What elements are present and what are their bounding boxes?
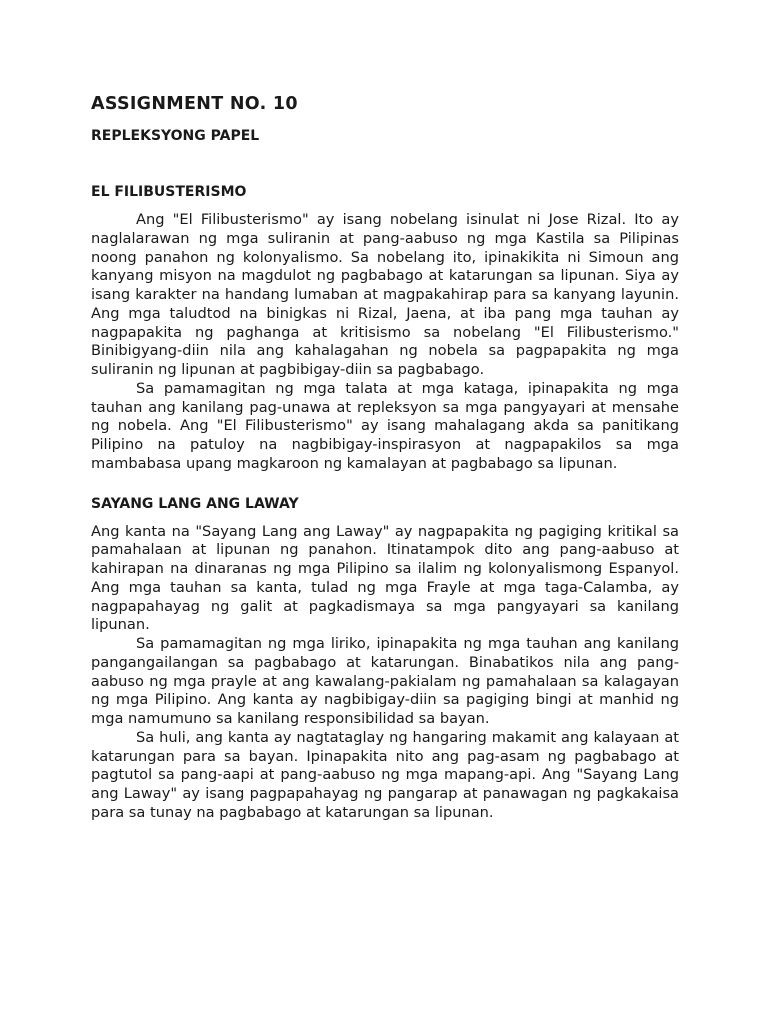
section-el-filibusterismo — [91, 182, 679, 474]
document-title: ASSIGNMENT NO. 10 — [91, 94, 298, 114]
document-page — [91, 92, 679, 823]
section-heading: EL FILIBUSTERISMO — [91, 184, 247, 200]
section-heading: SAYANG LANG ANG LAWAY — [91, 495, 299, 512]
section-paragraph: Sa pamamagitan ng mga liriko, ipinapakita ng mga tauhan ang kanilang pangangailangan sa pagbabago at katarungan. Binabatikos nila ang pang-aabuso ng mga prayle at ang kawalang-pakialam ng pamahalaan sa kalagayan ng mga Pilipino. Ang kanta ay nagbibigay-diin sa pagiging bingi at manhid ng mga namumuno sa kanilang responsibilidad sa bayan. — [91, 635, 679, 727]
section-paragraph: Sa pamamagitan ng mga talata at mga kataga, ipinapakita ng mga tauhan ang kanilang pag-unawa at repleksyon sa mga pangyayari at mensahe ng nobela. Ang "El Filibusterismo" ay isang mahalagang akda sa panitikang Pilipino na patuloy na nagbibigay-inspirasyon at nagpapakilos sa mga mambabasa upang magkaroon ng kamalayan at pagbabago sa lipunan. — [91, 379, 679, 472]
document-subtitle: REPLEKSYONG PAPEL — [91, 128, 260, 144]
section-paragraph: Sa huli, ang kanta ay nagtataglay ng hangaring makamit ang kalayaan at katarungan para sa bayan. Ipinapakita nito ang pag-asam ng pagbabago at pagtutol sa pang-aapi at pang-aabuso ng mga mapang-api. Ang "Sayang Lang ang Laway" ay isang pagpapahayag ng pangarap at panawagan ng pagkakaisa para sa tunay na pagbabago at katarungan sa lipunan. — [91, 728, 679, 821]
section-paragraph: Ang kanta na "Sayang Lang ang Laway" ay nagpapakita ng pagiging kritikal sa pamahalaan at lipunan ng panahon. Itinatampok dito ang pang-aabuso at kahirapan na dinaranas ng mga Pilipino sa ilalim ng kolonyalismong Espanyol. Ang mga tauhan sa kanta, tulad ng mga Frayle at mga taga-Calamba, ay nagpapahayag ng galit at pagkadismaya sa mga pangyayari sa kanilang lipunan. — [91, 522, 679, 634]
section-paragraph: Ang "El Filibusterismo" ay isang nobelang isinulat ni Jose Rizal. Ito ay naglalarawan ng mga suliranin at pang-aabuso ng mga Kastila sa Pilipinas noong panahon ng kolonyalismo. Sa nobelang ito, ipinakikita ni Simoun ang kanyang misyon na magdulot ng pagbabago at katarungan sa lipunan. Siya ay isang karakter na handang lumaban at magpakahirap para sa kanyang layunin. Ang mga taludtod na binigkas ni Rizal, Jaena, at iba pang mga tauhan ay nagpapakita ng paghanga at kritisismo sa nobelang "El Filibusterismo." Binibigyang-diin nila ang kahalagahan ng nobela sa pagpapakita ng mga suliranin ng lipunan at pagbibigay-diin sa pagbabago. — [91, 211, 679, 378]
section-sayang-lang-ang-laway — [91, 494, 679, 823]
